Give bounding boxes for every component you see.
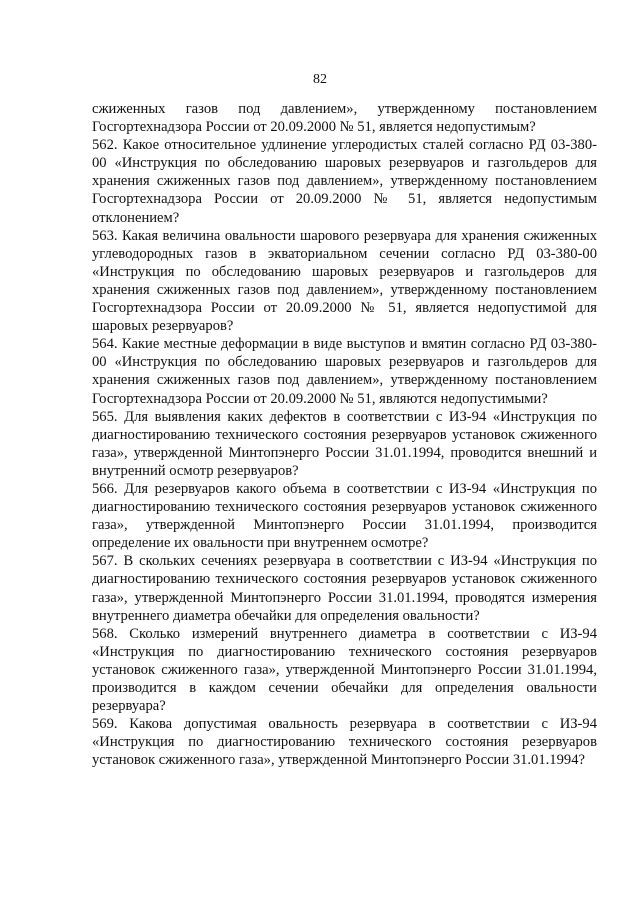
question-563: 563. Какая величина овальности шарового резервуара для хранения сжиженных углеводородных газов в экваториальном сечении согласно РД 03-380-00 «Инструкция по обследованию шаровых резервуаров и газгольдеров для хранения сжиженных газов под давлением», утвержденному постановлением Госгортехнадзора России от 20.09.2000 № 51, является недопустимой для шаровых резервуаров? <box>92 227 597 335</box>
question-565: 565. Для выявления каких дефектов в соответствии с ИЗ-94 «Инструкция по диагностированию технического состояния резервуаров установок сжиженного газа», утвержденной Минтопэнерго России 31.01.1994, проводится внешний и внутренний осмотр резервуаров? <box>92 408 597 479</box>
question-564: 564. Какие местные деформации в виде выступов и вмятин согласно РД 03-380-00 «Инструкция по обследованию шаровых резервуаров и газгольдеров для хранения сжиженных газов под давлением», утвержденному постановлением Госгортехнадзора России от 20.09.2000 № 51, являются недопустимыми? <box>92 336 597 407</box>
question-567: 567. В скольких сечениях резервуара в соответствии с ИЗ-94 «Инструкция по диагностированию технического состояния резервуаров установок сжиженного газа», утвержденной Минтопэнерго России 31.01.1994, проводятся измерения внутреннего диаметра обечайки для определения овальности? <box>92 553 597 624</box>
paragraph-continuation: сжиженных газов под давлением», утвержденному постановлением Госгортехнадзора России от 20.09.2000 № 51, является недопустимым? <box>92 101 597 136</box>
question-566: 566. Для резервуаров какого объема в соответствии с ИЗ-94 «Инструкция по диагностированию технического состояния резервуаров установок сжиженного газа», утвержденной Минтопэнерго России 31.01.1994, производится определение их овальности при внутреннем осмотре? <box>92 480 597 552</box>
page-number: 82 <box>313 72 327 87</box>
page-body <box>92 100 597 769</box>
question-568: 568. Сколько измерений внутреннего диаметра в соответствии с ИЗ-94 «Инструкция по диагностированию технического состояния резервуаров установок сжиженного газа», утвержденной Минтопэнерго России 31.01.1994, производится в каждом сечении обечайки для определения овальности резервуара? <box>92 625 597 715</box>
question-562: 562. Какое относительное удлинение углеродистых сталей согласно РД 03-380-00 «Инструкция по обследованию шаровых резервуаров и газгольдеров для хранения сжиженных газов под давлением», утвержденному постановлением Госгортехнадзора России от 20.09.2000 № 51, является недопустимым отклонением? <box>92 137 597 226</box>
question-569: 569. Какова допустимая овальность резервуара в соответствии с ИЗ-94 «Инструкция по диагностированию технического состояния резервуаров установок сжиженного газа», утвержденной Минтопэнерго России 31.01.1994? <box>92 716 597 769</box>
